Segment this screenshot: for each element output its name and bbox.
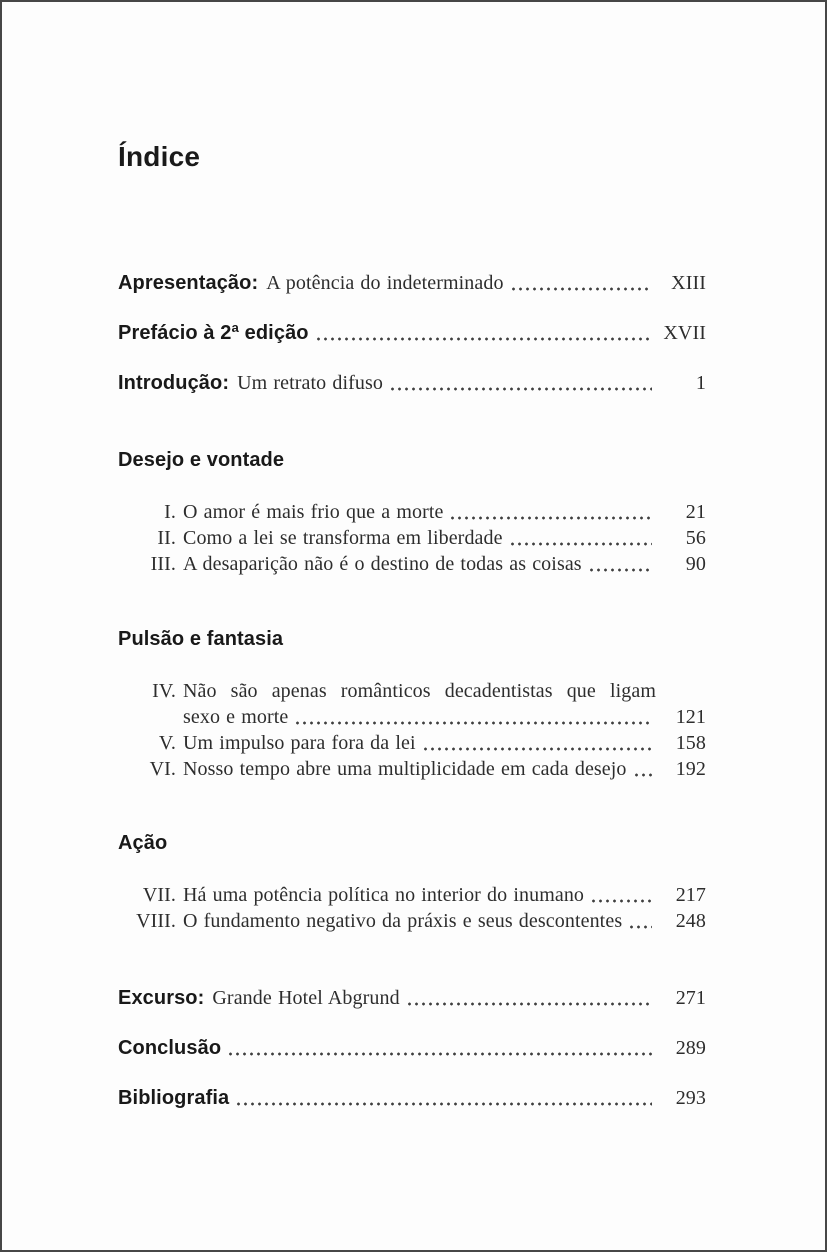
- toc-section: [118, 627, 706, 782]
- toc-entry: [118, 320, 706, 346]
- section-heading: Pulsão e fantasia: [118, 628, 284, 650]
- chapter-title-line2: sexo e morte: [183, 706, 289, 728]
- chapter-numeral: VI.: [149, 758, 176, 780]
- page-number: 21: [685, 501, 706, 523]
- page-number: XIII: [671, 272, 706, 294]
- page-number: 271: [675, 987, 706, 1009]
- page-number: 158: [675, 732, 706, 754]
- chapter-row: [118, 678, 706, 704]
- leader-dots: [406, 1002, 652, 1006]
- toc-entry: [118, 370, 706, 396]
- toc-entry: [118, 1085, 706, 1111]
- chapter-numeral: II.: [157, 527, 176, 549]
- chapter-title: Há uma potência política no interior do inumano: [183, 884, 585, 906]
- chapter-row: [118, 756, 706, 782]
- chapter-title: A desaparição não é o destino de todas as coisas: [183, 553, 582, 575]
- chapter-row: [118, 882, 706, 908]
- leader-dots: [633, 773, 652, 777]
- back-matter-list: [118, 985, 706, 1111]
- chapter-numeral: VIII.: [136, 910, 176, 932]
- leader-dots: [509, 542, 652, 546]
- entry-subtitle: Grande Hotel Abgrund: [212, 987, 400, 1009]
- leader-dots: [422, 747, 652, 751]
- chapter-title: O fundamento negativo da práxis e seus descontentes: [183, 910, 623, 932]
- leader-dots: [389, 387, 652, 391]
- front-matter-list: [118, 270, 706, 396]
- toc-entry: [118, 985, 706, 1011]
- chapter-numeral: III.: [150, 553, 176, 575]
- toc-entry: [118, 270, 706, 296]
- page-number: 248: [675, 910, 706, 932]
- entry-label: Apresentação:: [118, 272, 259, 294]
- page-number: 121: [675, 706, 706, 728]
- section-heading: Desejo e vontade: [118, 449, 285, 471]
- leader-dots: [590, 899, 652, 903]
- chapter-row: [118, 908, 706, 934]
- entry-subtitle: Um retrato difuso: [237, 372, 383, 394]
- page-number: XVII: [663, 322, 706, 344]
- page-number: 192: [675, 758, 706, 780]
- leader-dots: [227, 1052, 652, 1056]
- page-number: 1: [695, 372, 706, 394]
- chapter-title: Como a lei se transforma em liberdade: [183, 527, 503, 549]
- chapter-title: Um impulso para fora da lei: [183, 732, 416, 754]
- chapter-numeral: V.: [158, 732, 176, 754]
- chapter-numeral: IV.: [152, 680, 176, 702]
- entry-label: Excurso:: [118, 987, 205, 1009]
- leader-dots: [588, 568, 652, 572]
- entry-label: Prefácio à 2ª edição: [118, 322, 309, 344]
- leader-dots: [510, 287, 652, 291]
- chapter-row: [118, 730, 706, 756]
- page-number: 56: [685, 527, 706, 549]
- page-number: 90: [685, 553, 706, 575]
- page-number: 217: [675, 884, 706, 906]
- section-heading: Ação: [118, 832, 168, 854]
- toc-entry: [118, 1035, 706, 1061]
- page-title: Índice: [118, 141, 201, 172]
- leader-dots: [294, 721, 652, 725]
- entry-label: Conclusão: [118, 1037, 222, 1059]
- entry-label: Bibliografia: [118, 1087, 230, 1109]
- entry-subtitle: A potência do indeterminado: [266, 272, 504, 294]
- toc-section: [118, 448, 706, 577]
- leader-dots: [449, 516, 652, 520]
- chapter-row: [118, 551, 706, 577]
- page-number: 293: [675, 1087, 706, 1109]
- leader-dots: [315, 337, 652, 341]
- chapter-row: [118, 499, 706, 525]
- entry-label: Introdução:: [118, 372, 230, 394]
- chapter-title: Nosso tempo abre uma multiplicidade em cada desejo: [183, 758, 627, 780]
- chapter-numeral: I.: [164, 501, 176, 523]
- toc-section: [118, 831, 706, 934]
- leader-dots: [628, 925, 652, 929]
- chapter-title: O amor é mais frio que a morte: [183, 501, 444, 523]
- leader-dots: [235, 1102, 652, 1106]
- chapter-numeral: VII.: [142, 884, 176, 906]
- chapter-row: [118, 525, 706, 551]
- chapter-title-line1: Não são apenas românticos decadentistas que ligam: [183, 680, 656, 702]
- page-number: 289: [675, 1037, 706, 1059]
- chapter-row-continuation: [118, 704, 706, 730]
